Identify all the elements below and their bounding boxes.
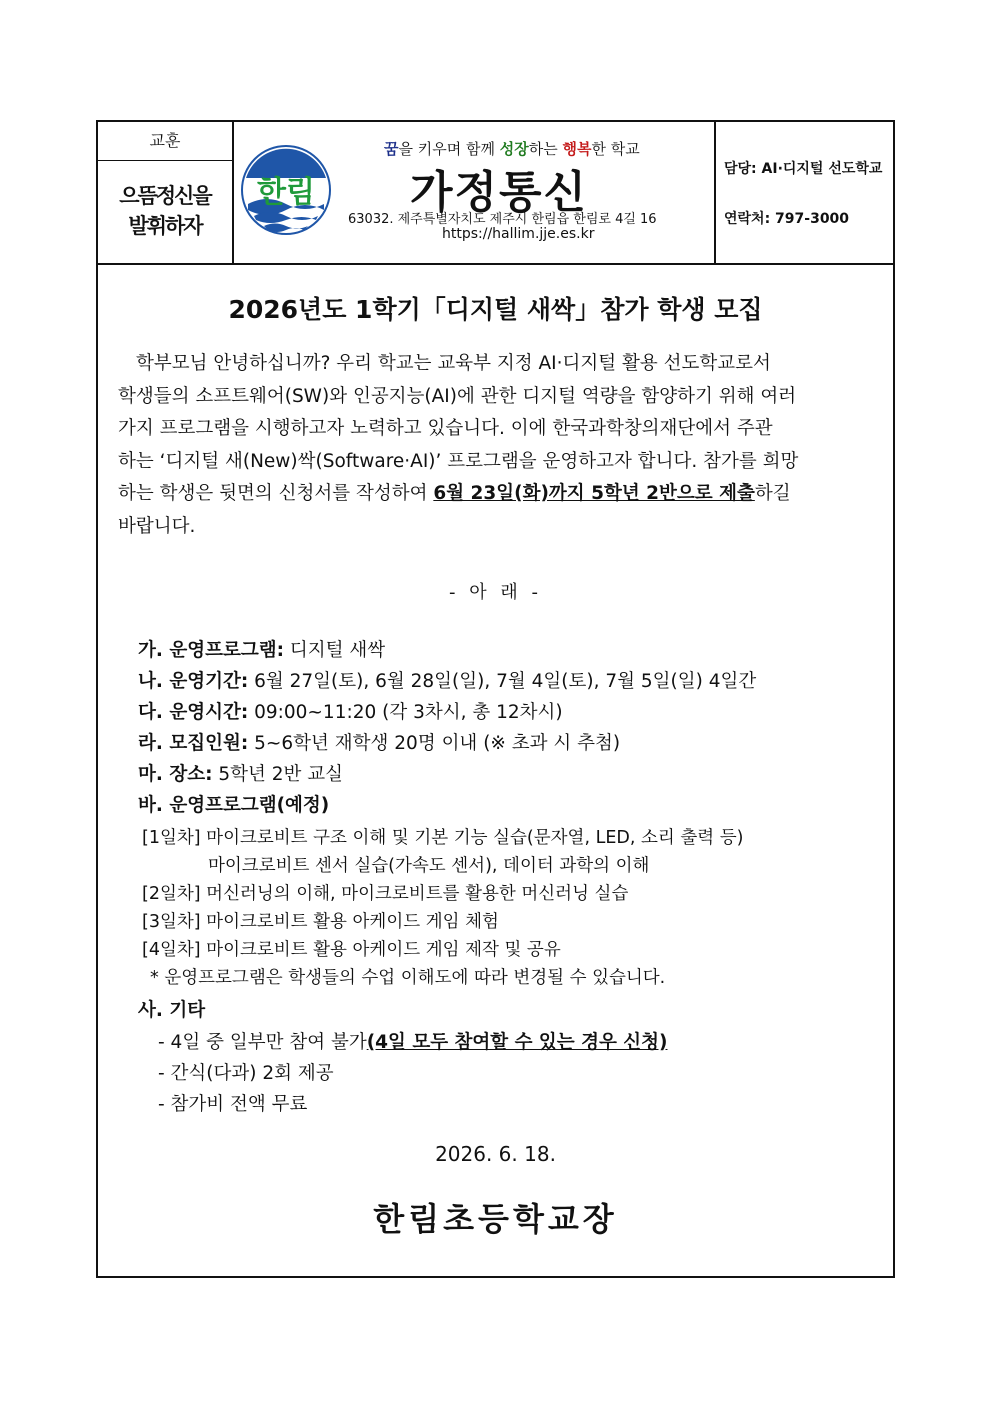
program-day4: [4일차] 마이크로비트 활용 아케이드 게임 제작 및 공유 (142, 940, 561, 960)
contact-person: 담당: AI·디지털 선도학교 (724, 161, 883, 177)
school-slogan: 꿈을 키우며 함께 성장하는 행복한 학교 (384, 140, 640, 158)
letterhead-center (234, 122, 716, 263)
contact-phone: 연락처: 797-3000 (724, 211, 850, 227)
etc-item: - 4일 중 일부만 참여 불가(4일 모두 참여할 수 있는 경우 신청) (158, 1032, 668, 1053)
program-day1-cont: 마이크로비트 센서 실습(가속도 센서), 데이터 과학의 이해 (208, 856, 650, 876)
motto-text: 으뜸정신을 발휘하자 (119, 184, 211, 238)
program-day3: [3일차] 마이크로비트 활용 아케이드 게임 체험 (142, 912, 499, 932)
etc-label: 사. 기타 (138, 1000, 206, 1021)
issue-date: 2026. 6. 18. (435, 1142, 556, 1166)
newsletter-title: 가정통신 (410, 167, 589, 218)
letterhead (98, 122, 893, 265)
school-address: 63032. 제주특별자치도 제주시 한림읍 한림로 4길 16 (348, 212, 657, 227)
list-item: 마. 장소: 5학년 2반 교실 (138, 764, 344, 785)
contact-box (718, 122, 893, 263)
etc-item: - 간식(다과) 2회 제공 (158, 1063, 334, 1084)
program-note: * 운영프로그램은 학생들의 수업 이해도에 따라 변경될 수 있습니다. (150, 968, 666, 988)
school-logo (240, 144, 332, 236)
document-title: 2026년도 1학기「디지털 새싹」참가 학생 모집 (228, 295, 763, 324)
program-day2: [2일차] 머신러닝의 이해, 마이크로비트를 활용한 머신러닝 실습 (142, 884, 629, 904)
list-item: 가. 운영프로그램: 디지털 새싹 (138, 640, 386, 661)
notice-heading: - 아 래 - (449, 582, 542, 603)
list-item: 바. 운영프로그램(예정) (138, 795, 330, 816)
intro-paragraph: 학부모님 안녕하십니까? 우리 학교는 교육부 지정 AI·디지털 활용 선도학교로서 학생들의 소프트웨어(SW)와 인공지능(AI)에 관한 디지털 역량을 함양하기 위해 여러 가지 프로그램을 시행하고자 노력하고 있습니다. 이에 한국과학창의재단에서 주관 하는 ‘디지털 새(New)싹(Software·AI)’ 프로그램을 운영하고자 합니다. 참가를 희망 하는 학생은 뒷면의 신청서를 작성하여 6월 23일(화)까지 5학년 2반으로 제출하길 바랍니다. (118, 353, 799, 537)
list-item: 라. 모집인원: 5~6학년 재학생 20명 이내 (※ 초과 시 추첨) (138, 733, 621, 754)
school-url: https://hallim.jje.es.kr (442, 226, 595, 242)
etc-item: - 참가비 전액 무료 (158, 1094, 308, 1115)
document-frame (96, 120, 895, 1278)
deadline-highlight: 6월 23일(화)까지 5학년 2반으로 제출 (433, 483, 755, 504)
program-day1: [1일차] 마이크로비트 구조 이해 및 기본 기능 실습(문자열, LED, 소리 출력 등) (142, 828, 744, 848)
list-item: 다. 운영시간: 09:00~11:20 (각 3차시, 총 12차시) (138, 702, 563, 723)
principal-signature: 한림초등학교장 (373, 1200, 618, 1238)
list-item: 나. 운영기간: 6월 27일(토), 6월 28일(일), 7월 4일(토), 7월 5일(일) 4일간 (138, 671, 757, 692)
logo-text: 한림 (257, 175, 315, 210)
motto-label: 교훈 (98, 122, 232, 161)
motto-box (98, 122, 234, 263)
